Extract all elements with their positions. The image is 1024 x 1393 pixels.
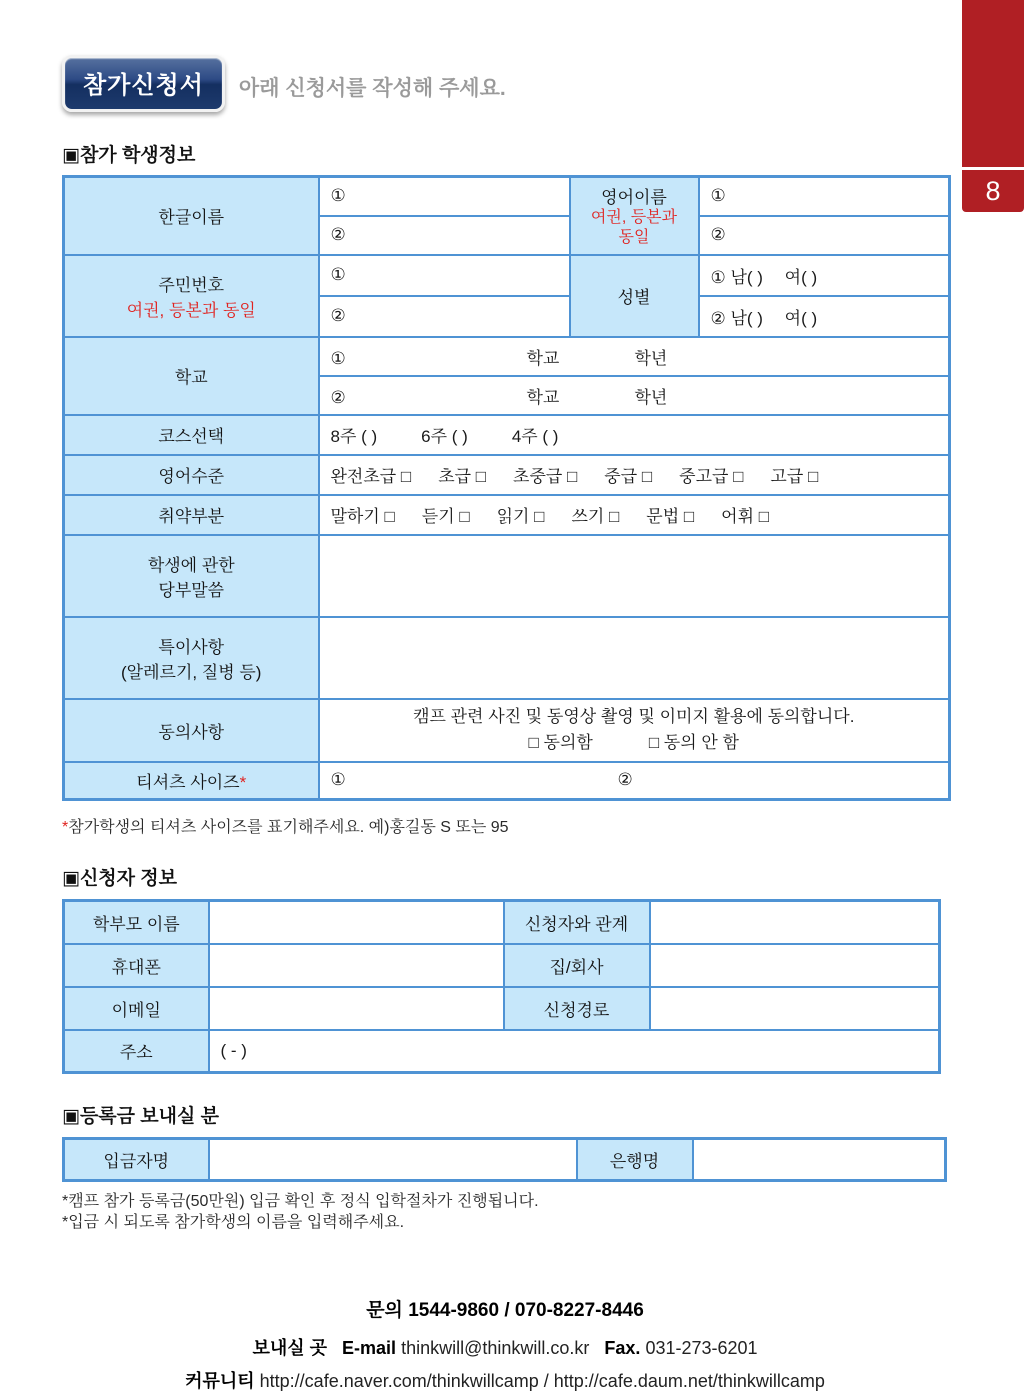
relation-label: 신청자와 관계 — [504, 901, 650, 944]
section-title-student: ▣참가 학생정보 — [62, 145, 196, 166]
gender-field-2[interactable]: ② 남( ) 여( ) — [699, 296, 950, 337]
consent-content — [319, 699, 950, 762]
payment-footnote-1: *캠프 참가 등록금(50만원) 입금 확인 후 정식 입학절차가 진행됩니다. — [62, 1193, 539, 1210]
address-field[interactable]: ( - ) — [209, 1030, 940, 1073]
weak-checkbox-speaking[interactable]: 말하기 □ — [330, 507, 395, 526]
applicant-info-table — [62, 899, 941, 1074]
student-info-table — [62, 175, 951, 801]
course-options — [319, 415, 950, 455]
weak-label: 취약부분 — [64, 495, 319, 535]
table-row-school — [64, 337, 950, 376]
level-checkbox-upper-intermediate[interactable]: 중고급 □ — [679, 467, 744, 486]
table-row-deposit — [64, 1139, 946, 1181]
jumin-field-2[interactable]: ② — [319, 296, 570, 337]
table-row-weak — [64, 495, 950, 535]
table-row-request — [64, 535, 950, 617]
gender-label: 성별 — [570, 255, 699, 337]
gender-field-1[interactable]: ① 남( ) 여( ) — [699, 255, 950, 296]
level-label: 영어수준 — [64, 455, 319, 495]
weak-checkbox-grammar[interactable]: 문법 □ — [646, 507, 695, 526]
jumin-label-text: 주민번호 — [158, 275, 225, 295]
english-name-field-1[interactable]: ① — [699, 177, 950, 216]
table-row-special — [64, 617, 950, 699]
form-title-badge: 참가신청서 — [62, 55, 225, 112]
form-subtitle: 아래 신청서를 작성해 주세요. — [238, 76, 506, 100]
email-label: 이메일 — [64, 987, 209, 1030]
weak-checkbox-vocabulary[interactable]: 어휘 □ — [721, 507, 769, 526]
depositor-name-label: 입금자명 — [64, 1139, 209, 1181]
jumin-note: 여권, 등본과 동일 — [126, 300, 256, 320]
payment-table — [62, 1137, 947, 1182]
request-label — [64, 535, 319, 617]
course-option-4weeks[interactable]: 4주 ( ) — [511, 427, 559, 446]
community-label: 커뮤니티 — [185, 1371, 255, 1391]
bank-name-label: 은행명 — [577, 1139, 693, 1181]
school-2-grade: 학년 — [634, 387, 668, 407]
school-2-num: ② — [330, 387, 346, 407]
special-label-line1: 특이사항 — [158, 637, 225, 657]
weak-checkbox-writing[interactable]: 쓰기 □ — [571, 507, 620, 526]
request-label-line1: 학생에 관한 — [147, 555, 235, 575]
contact-community-line — [62, 1367, 948, 1393]
home-office-field[interactable] — [650, 944, 940, 987]
special-field[interactable] — [319, 617, 950, 699]
mobile-label: 휴대폰 — [64, 944, 209, 987]
jumin-label — [64, 255, 319, 337]
payment-footnotes — [62, 1191, 962, 1233]
table-row-phone — [64, 944, 940, 987]
english-name-note-2: 동일 — [618, 229, 650, 247]
page-number-banner — [962, 0, 1024, 212]
course-option-8weeks[interactable]: 8주 ( ) — [330, 427, 378, 446]
korean-name-field-2[interactable]: ② — [319, 216, 570, 255]
weak-options — [319, 495, 950, 535]
request-label-line2: 당부말씀 — [158, 580, 225, 600]
contact-fax-number: 031-273-6201 — [645, 1338, 758, 1358]
section-title-applicant: ▣신청자 정보 — [62, 868, 178, 889]
contact-block — [62, 1295, 948, 1393]
tshirt-field-2[interactable]: ② — [617, 770, 633, 790]
english-name-field-2[interactable]: ② — [699, 216, 950, 255]
request-field[interactable] — [319, 535, 950, 617]
tshirt-label: 티셔츠 사이즈* — [64, 762, 319, 800]
course-option-6weeks[interactable]: 6주 ( ) — [421, 427, 468, 446]
bank-name-field[interactable] — [693, 1139, 946, 1181]
english-name-note-1: 여권, 등본과 — [590, 209, 678, 227]
english-name-label-text: 영어이름 — [601, 188, 667, 208]
home-office-label: 집/회사 — [504, 944, 650, 987]
relation-field[interactable] — [650, 901, 940, 944]
email-heading: E-mail — [342, 1338, 397, 1358]
level-checkbox-beginner-full[interactable]: 완전초급 □ — [330, 467, 412, 486]
table-row-consent — [64, 699, 950, 762]
school-1-school: 학교 — [526, 348, 560, 368]
consent-checkbox-agree[interactable]: □ 동의함 — [528, 733, 593, 752]
level-checkbox-advanced[interactable]: 고급 □ — [770, 467, 819, 486]
table-row-korean-name — [64, 177, 950, 216]
school-field-1[interactable] — [319, 337, 950, 376]
weak-checkbox-reading[interactable]: 읽기 □ — [496, 507, 545, 526]
table-row-course — [64, 415, 950, 455]
table-row-jumin — [64, 255, 950, 296]
level-checkbox-beginner[interactable]: 초급 □ — [438, 467, 487, 486]
consent-label: 동의사항 — [64, 699, 319, 762]
school-label: 학교 — [64, 337, 319, 415]
level-checkbox-low-intermediate[interactable]: 초중급 □ — [513, 467, 578, 486]
school-1-grade: 학년 — [634, 348, 668, 368]
jumin-field-1[interactable]: ① — [319, 255, 570, 296]
consent-checkbox-disagree[interactable]: □ 동의 안 함 — [648, 733, 739, 752]
send-to-label: 보내실 곳 — [252, 1338, 327, 1358]
fax-heading: Fax. — [604, 1338, 641, 1358]
table-row-email — [64, 987, 940, 1030]
special-label-line2: (알레르기, 질병 등) — [121, 662, 262, 682]
address-label: 주소 — [64, 1030, 209, 1073]
school-2-school: 학교 — [526, 387, 560, 407]
tshirt-field-1[interactable]: ① — [330, 770, 346, 790]
weak-checkbox-listening[interactable]: 듣기 □ — [421, 507, 470, 526]
school-1-num: ① — [330, 348, 346, 368]
page-number: 8 — [985, 176, 1001, 206]
inquiry-phone: 문의 1544-9860 / 070-8227-8446 — [366, 1300, 644, 1321]
payment-footnote-2: *입금 시 되도록 참가학생의 이름을 입력해주세요. — [62, 1214, 405, 1231]
mobile-field[interactable] — [209, 944, 504, 987]
community-urls[interactable]: http://cafe.naver.com/thinkwillcamp / http://cafe.daum.net/thinkwillcamp — [259, 1371, 825, 1391]
table-row-parent — [64, 901, 940, 944]
level-checkbox-intermediate[interactable]: 중급 □ — [604, 467, 653, 486]
table-row-level — [64, 455, 950, 495]
english-name-label — [570, 177, 699, 255]
tshirt-required-star: * — [239, 772, 247, 792]
banner-divider — [962, 167, 1024, 170]
depositor-name-field[interactable] — [209, 1139, 577, 1181]
contact-email-address[interactable]: thinkwill@thinkwill.co.kr — [401, 1338, 590, 1358]
table-row-tshirt — [64, 762, 950, 800]
korean-name-label: 한글이름 — [64, 177, 319, 255]
route-field[interactable] — [650, 987, 940, 1030]
tshirt-footnote: *참가학생의 티셔츠 사이즈를 표기해주세요. 예)홍길동 S 또는 95 — [62, 819, 509, 836]
route-label: 신청경로 — [504, 987, 650, 1030]
header — [62, 55, 506, 112]
email-field[interactable] — [209, 987, 504, 1030]
level-options — [319, 455, 950, 495]
section-title-payment: ▣등록금 보내실 분 — [62, 1106, 219, 1127]
parent-name-field[interactable] — [209, 901, 504, 944]
course-label: 코스선택 — [64, 415, 319, 455]
korean-name-field-1[interactable]: ① — [319, 177, 570, 216]
table-row-address — [64, 1030, 940, 1073]
parent-name-label: 학부모 이름 — [64, 901, 209, 944]
school-field-2[interactable] — [319, 376, 950, 415]
contact-send-line — [62, 1334, 948, 1360]
special-label — [64, 617, 319, 699]
consent-statement: 캠프 관련 사진 및 동영상 촬영 및 이미지 활용에 동의합니다. — [413, 707, 855, 726]
tshirt-field[interactable] — [319, 762, 950, 800]
